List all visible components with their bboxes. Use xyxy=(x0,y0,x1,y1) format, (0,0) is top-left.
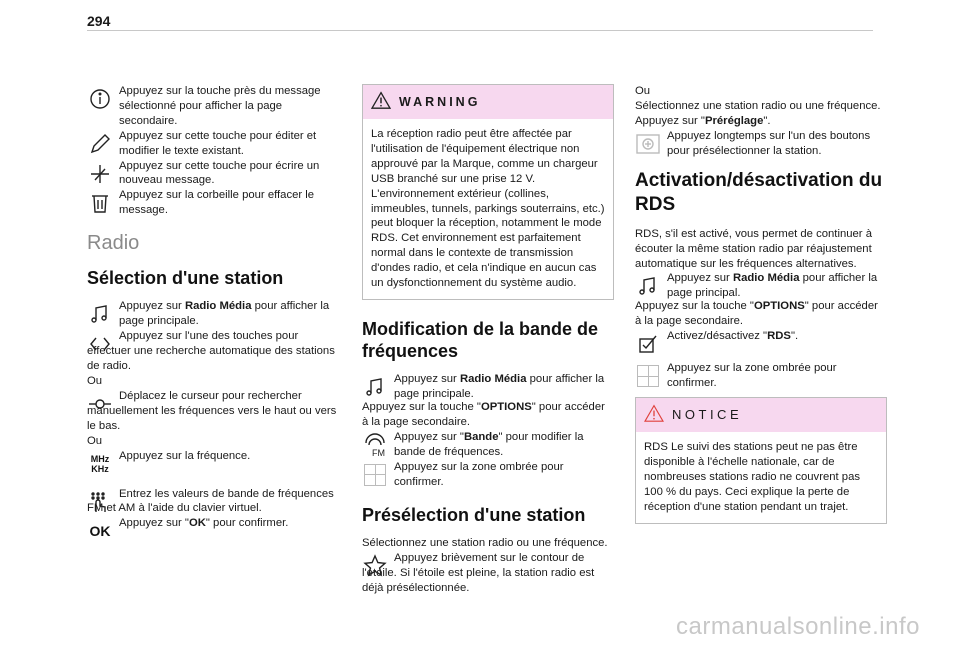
search-text: Appuyez sur l'une des touches pour effectuer une recherche automatique des stations de radio. xyxy=(87,330,335,373)
text: pour afficher la page principal. xyxy=(667,272,878,300)
star-text: Appuyez brièvement sur le contour de l'étoile. Si l'étoile est pleine, la station radio est déjà présélectionnée. xyxy=(362,551,595,594)
page-number: 294 xyxy=(87,13,111,29)
long-press-text: Appuyez longtemps sur l'un des boutons pour présélectionner la station. xyxy=(667,129,871,157)
list-item xyxy=(87,516,339,538)
info-icon xyxy=(87,86,113,112)
keypad-icon xyxy=(87,489,113,515)
text: Appuyez sur " xyxy=(119,517,189,530)
list-item xyxy=(635,361,887,391)
text: pour afficher la page principale. xyxy=(119,300,330,328)
notice-icon xyxy=(644,404,664,427)
text: " pour modifier la bande de fréquences. xyxy=(394,430,584,458)
text: ". xyxy=(790,330,799,343)
list-item xyxy=(87,188,339,218)
trash-icon xyxy=(87,190,113,216)
list-item xyxy=(362,551,614,573)
text: Appuyez sur " xyxy=(394,430,464,443)
mhz-khz-icon xyxy=(87,451,113,477)
text-bold: Radio Média xyxy=(459,372,527,385)
shaded-zone-icon xyxy=(362,462,388,488)
star-icon xyxy=(362,553,388,579)
list-item xyxy=(87,329,339,351)
music-note-icon xyxy=(362,374,388,400)
warning-header xyxy=(363,85,613,119)
music-note-icon xyxy=(635,273,661,299)
preset-plus-icon xyxy=(635,131,661,157)
text: " pour accéder à la page secondaire. xyxy=(362,400,605,428)
ok-icon xyxy=(87,518,113,544)
chevrons-icon xyxy=(87,331,113,357)
or-text: Ou xyxy=(635,85,651,97)
list-item xyxy=(362,460,614,490)
warning-box xyxy=(362,84,614,300)
notice-title: NOTICE xyxy=(672,406,743,422)
text-bold: Préréglage xyxy=(704,114,764,127)
warning-title: WARNING xyxy=(399,94,481,109)
list-item xyxy=(87,299,339,329)
text: Appuyez sur la touche " xyxy=(635,300,754,313)
mhz-label: MHz xyxy=(90,453,110,464)
confirm-text: Appuyez sur la zone ombrée pour confirmer. xyxy=(667,362,837,390)
notice-header xyxy=(636,398,886,432)
frequency-text: Appuyez sur la fréquence. xyxy=(119,449,251,462)
select-text: Sélectionnez une station radio ou une fréquence. xyxy=(635,99,881,112)
edit-text: Appuyez sur cette touche pour éditer et modifier le texte existant. xyxy=(119,129,317,157)
rds-text: RDS, s'il est activé, vous permet de continuer à écouter la même station radio par réajustement automatique sur les fréquences alternatives. xyxy=(635,227,872,270)
text: Appuyez sur xyxy=(119,300,185,313)
music-note-icon xyxy=(87,301,113,327)
list-item xyxy=(87,84,339,129)
section-title: Radio xyxy=(87,232,140,255)
text-bold: OPTIONS xyxy=(480,400,532,413)
text-bold: OK xyxy=(188,517,206,530)
watermark: carmanualsonline.info xyxy=(676,613,920,640)
list-item xyxy=(87,159,339,189)
delete-text: Appuyez sur la corbeille pour effacer le message. xyxy=(119,189,315,217)
warning-text: La réception radio peut être affectée par l'utilisation de l'équipement électrique non approuvé par la Marque, comme un chargeur USB branché sur une prise 12 V. L'environnement extérieur (collines, immeubles, tunnels, parkings souterrains, etc.) peut bloquer la réception, notamment le mode RDS. Cet environnement est parfaitement normal dans le contexte de transmission d'ondes radio, et cela n'indique en aucun cas un dysfonctionnement du système audio. xyxy=(371,128,605,290)
column-3 xyxy=(635,84,887,524)
write-text: Appuyez sur cette touche pour écrire un nouveau message. xyxy=(119,159,320,187)
shaded-zone-icon xyxy=(635,363,661,389)
text: Appuyez sur " xyxy=(635,114,705,127)
crosshair-icon xyxy=(87,391,113,417)
fm-label: FM xyxy=(372,447,385,457)
fm-radio-icon xyxy=(362,432,388,458)
notice-text: RDS Le suivi des stations peut ne pas être disponible à l'échelle nationale, car de nombreuses stations radio ne couvrent pas 100 % du pays. Ceci explique la perte de réception d'une station pendant un trajet. xyxy=(644,441,861,513)
text: Activez/désactivez " xyxy=(667,330,768,343)
or-text: Ou xyxy=(87,374,103,387)
text: Appuyez sur xyxy=(667,272,733,285)
heading-band: Modification de la bande de fréquences xyxy=(362,318,599,361)
text: ". xyxy=(763,114,771,127)
confirm-text: Appuyez sur la zone ombrée pour confirmer. xyxy=(394,460,564,488)
text-bold: Radio Média xyxy=(184,300,252,313)
text: Appuyez sur xyxy=(394,372,460,385)
cursor-text: Déplacez le curseur pour rechercher manuellement les fréquences vers le haut ou vers le bas. xyxy=(87,389,337,432)
text: pour afficher la page principale. xyxy=(394,372,605,400)
text: Appuyez sur la touche " xyxy=(362,400,481,413)
khz-label: KHz xyxy=(91,463,109,474)
text-bold: Radio Média xyxy=(732,272,800,285)
select-text: Sélectionnez une station radio ou une fréquence. xyxy=(362,536,608,549)
list-item xyxy=(362,372,614,402)
text: " pour confirmer. xyxy=(205,517,289,530)
info-text: Appuyez sur la touche près du message sélectionné pour afficher la page secondaire. xyxy=(119,85,321,127)
warning-icon xyxy=(371,91,391,114)
list-item xyxy=(87,129,339,159)
text-bold: RDS xyxy=(767,330,791,343)
new-message-icon xyxy=(87,161,113,187)
list-item xyxy=(87,487,339,509)
pencil-icon xyxy=(87,131,113,157)
keypad-text: Entrez les valeurs de bande de fréquences FM et AM à l'aide du clavier virtuel. xyxy=(87,487,334,515)
list-item xyxy=(362,430,614,460)
list-item xyxy=(635,129,887,159)
text: " pour accéder à la page secondaire. xyxy=(635,300,878,328)
checkbox-icon xyxy=(635,331,661,357)
column-1 xyxy=(87,84,339,538)
text-bold: Bande xyxy=(463,430,499,443)
text-bold: OPTIONS xyxy=(753,300,805,313)
heading-rds: Activation/désactivation du RDS xyxy=(635,169,883,215)
or-text: Ou xyxy=(87,434,103,447)
column-2 xyxy=(362,84,614,595)
heading-selection: Sélection d'une station xyxy=(87,268,284,289)
header-rule xyxy=(87,30,873,31)
list-item xyxy=(635,271,887,301)
list-item xyxy=(87,389,339,411)
notice-box xyxy=(635,397,887,524)
heading-preset: Présélection d'une station xyxy=(362,504,586,525)
ok-label: OK xyxy=(89,522,111,539)
list-item xyxy=(635,329,887,355)
list-item xyxy=(87,449,339,479)
